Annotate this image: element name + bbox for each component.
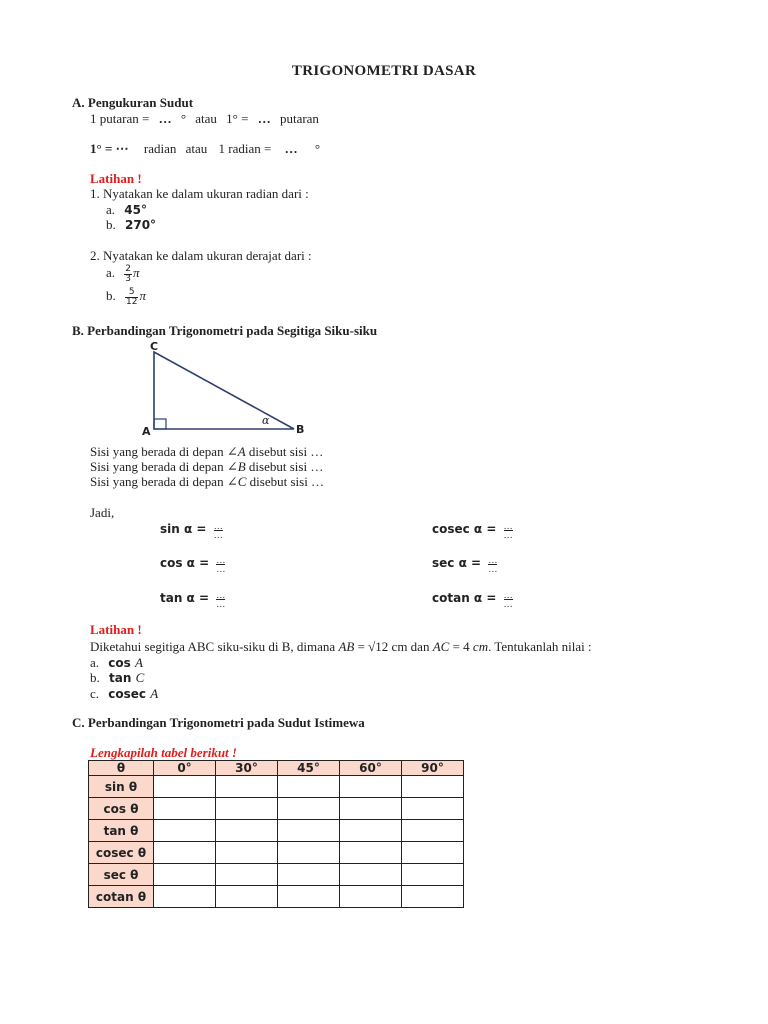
table-cell[interactable] (154, 842, 216, 864)
table-cell[interactable] (340, 776, 402, 798)
denominator: … (503, 598, 513, 609)
header-angle: 30° (216, 761, 278, 776)
segment-ab: AB (338, 639, 355, 654)
question-2: 2. Nyatakan ke dalam ukuran derajat dari : (90, 248, 312, 263)
question-1: 1. Nyatakan ke dalam ukuran radian dari : (90, 186, 309, 201)
section-a-heading: A. Pengukuran Sudut (72, 95, 194, 110)
numerator: … (488, 554, 498, 565)
numerator: … (503, 520, 513, 531)
table-row (89, 864, 464, 886)
table-cell[interactable] (154, 798, 216, 820)
numerator: … (503, 589, 513, 600)
blank: … (284, 141, 298, 156)
problem-statement (90, 639, 592, 654)
header-angle: 60° (340, 761, 402, 776)
function-name: cosec (108, 687, 151, 701)
question-2b (106, 285, 146, 307)
table-cell[interactable] (216, 820, 278, 842)
table-row (89, 886, 464, 908)
putaran-unit: putaran (279, 111, 319, 126)
row-label: cotan θ (89, 886, 154, 908)
ratio-label: sin α = (160, 522, 207, 536)
pi-symbol: π (133, 265, 140, 280)
blank: … (257, 111, 271, 126)
table-cell[interactable] (216, 798, 278, 820)
ratio-label: sec α = (432, 556, 482, 570)
table-cell[interactable] (340, 798, 402, 820)
variable: A (134, 655, 143, 670)
section-c-heading: C. Perbandingan Trigonometri pada Sudut Istimewa (72, 715, 365, 730)
table-cell[interactable] (216, 842, 278, 864)
putaran-text: 1 putaran = (90, 111, 150, 126)
ratio-fraction (488, 556, 497, 573)
side-statement-1 (90, 444, 323, 459)
table-cell[interactable] (402, 776, 464, 798)
page-title: TRIGONOMETRI DASAR (291, 63, 477, 79)
table-cell[interactable] (402, 864, 464, 886)
fraction (124, 265, 132, 284)
denominator: … (216, 598, 226, 609)
header-angle: 45° (278, 761, 340, 776)
table-cell[interactable] (402, 842, 464, 864)
angle-alpha-label: α (262, 414, 270, 427)
option-label: b. (106, 288, 116, 303)
table-cell[interactable] (154, 820, 216, 842)
denominator: 12 (126, 296, 138, 307)
ratio-label: cosec α = (432, 522, 497, 536)
degree-sign: ° (180, 111, 187, 126)
latihan-a-label: Latihan ! (90, 171, 142, 186)
ratio-fraction (216, 556, 225, 573)
putaran-line (90, 111, 319, 126)
problem-item-b (90, 670, 144, 686)
question-1b (106, 217, 156, 233)
angle-symbol: ∠B (226, 459, 246, 474)
option-label: b. (106, 217, 116, 232)
pi-symbol: π (139, 288, 146, 303)
right-angle-marker (154, 419, 166, 429)
table-row (89, 820, 464, 842)
section-b-heading: B. Perbandingan Trigonometri pada Segitiga Siku-siku (72, 323, 378, 338)
cotan-ratio (432, 587, 513, 609)
table-cell[interactable] (154, 776, 216, 798)
angle-symbol: ∠A (226, 444, 246, 459)
ratio-label: tan α = (160, 591, 210, 605)
function-name: tan (109, 671, 136, 685)
table-instruction: Lengkapilah tabel berikut ! (90, 745, 237, 760)
length-value: = 4 (449, 639, 473, 654)
ratio-fraction (216, 591, 225, 608)
denominator: … (488, 563, 498, 574)
statement-text: Sisi yang berada di depan (90, 444, 227, 459)
statement-text: Sisi yang berada di depan (90, 474, 227, 489)
table-cell[interactable] (278, 798, 340, 820)
variable: C (135, 670, 145, 685)
numerator: … (216, 554, 226, 565)
vertex-b-label: B (296, 423, 305, 436)
radian-eq-text: 1 radian = (218, 141, 272, 156)
table-cell[interactable] (154, 886, 216, 908)
degree-eq-text: 1° = (226, 111, 249, 126)
cosec-ratio (432, 518, 513, 540)
sin-ratio (160, 518, 223, 540)
table-cell[interactable] (340, 864, 402, 886)
statement-text: disebut sisi … (245, 459, 324, 474)
row-label: sec θ (89, 864, 154, 886)
header-angle: 90° (402, 761, 464, 776)
right-triangle-diagram (136, 336, 312, 438)
segment-ac: AC (432, 639, 450, 654)
ratio-fraction (504, 591, 513, 608)
numerator: … (216, 589, 226, 600)
option-label: a. (90, 655, 100, 670)
table-cell[interactable] (340, 820, 402, 842)
statement-text: disebut sisi … (246, 474, 325, 489)
function-name: cos (108, 656, 135, 670)
question-1a (106, 202, 147, 218)
side-statement-2 (90, 459, 323, 474)
table-cell[interactable] (278, 886, 340, 908)
sec-ratio (432, 552, 497, 574)
problem-item-c (90, 686, 158, 702)
table-cell[interactable] (216, 776, 278, 798)
latihan-b-label: Latihan ! (90, 622, 142, 637)
denominator: 3 (125, 273, 132, 284)
triangle-shape (154, 352, 294, 429)
table-cell[interactable] (340, 886, 402, 908)
option-value: 270° (125, 218, 157, 232)
variable: A (150, 686, 159, 701)
fraction (125, 288, 138, 307)
table-cell[interactable] (278, 776, 340, 798)
table-cell[interactable] (402, 798, 464, 820)
table-cell[interactable] (402, 886, 464, 908)
table-cell[interactable] (278, 842, 340, 864)
numerator: 5 (125, 288, 138, 298)
problem-item-a (90, 655, 143, 671)
vertex-a-label: A (142, 425, 151, 438)
option-value: 45° (124, 203, 147, 217)
problem-text: . Tentukanlah nilai : (488, 639, 592, 654)
degree-sign: ° (314, 141, 321, 156)
ratio-fraction (214, 522, 223, 539)
numerator: 2 (125, 263, 132, 274)
jadi-label: Jadi, (90, 505, 115, 520)
option-label: a. (106, 265, 116, 280)
ratio-fraction (504, 522, 513, 539)
denominator: … (503, 529, 513, 540)
ratio-label: cos α = (160, 556, 210, 570)
degree-radian-text: 1° = ⋯ (90, 141, 129, 156)
denominator: … (216, 563, 226, 574)
row-label: sin θ (89, 776, 154, 798)
atau-text: atau (185, 141, 208, 156)
table-row (89, 776, 464, 798)
side-statement-3 (90, 474, 324, 489)
option-label: a. (106, 202, 116, 217)
row-label: cos θ (89, 798, 154, 820)
row-label: cosec θ (89, 842, 154, 864)
radian-line (90, 141, 320, 156)
angle-symbol: ∠C (226, 474, 247, 489)
blank: … (158, 111, 172, 126)
unit-cm: cm (472, 639, 489, 654)
numerator: … (213, 520, 223, 531)
denominator: … (213, 529, 223, 540)
option-label: c. (90, 686, 100, 701)
tan-ratio (160, 587, 225, 609)
sqrt-value: = √12 (354, 639, 389, 654)
table-cell[interactable] (278, 864, 340, 886)
table-cell[interactable] (402, 820, 464, 842)
table-cell[interactable] (340, 842, 402, 864)
table-row (89, 798, 464, 820)
table-cell[interactable] (216, 886, 278, 908)
option-label: b. (90, 670, 100, 685)
header-angle: 0° (154, 761, 216, 776)
problem-text: Diketahui segitiga ABC siku-siku di B, dimana (90, 639, 339, 654)
question-2a (106, 262, 140, 284)
ratio-label: cotan α = (432, 591, 497, 605)
radian-unit: radian (143, 141, 177, 156)
vertex-c-label: C (150, 340, 159, 353)
statement-text: Sisi yang berada di depan (90, 459, 227, 474)
row-label: tan θ (89, 820, 154, 842)
problem-text: cm dan (388, 639, 433, 654)
atau-text: atau (195, 111, 217, 126)
table-row (89, 842, 464, 864)
table-cell[interactable] (278, 820, 340, 842)
table-cell[interactable] (216, 864, 278, 886)
header-theta: θ (89, 761, 154, 776)
statement-text: disebut sisi … (245, 444, 324, 459)
special-angle-table (88, 760, 464, 908)
cos-ratio (160, 552, 225, 574)
table-cell[interactable] (154, 864, 216, 886)
table-header-row (89, 761, 464, 776)
